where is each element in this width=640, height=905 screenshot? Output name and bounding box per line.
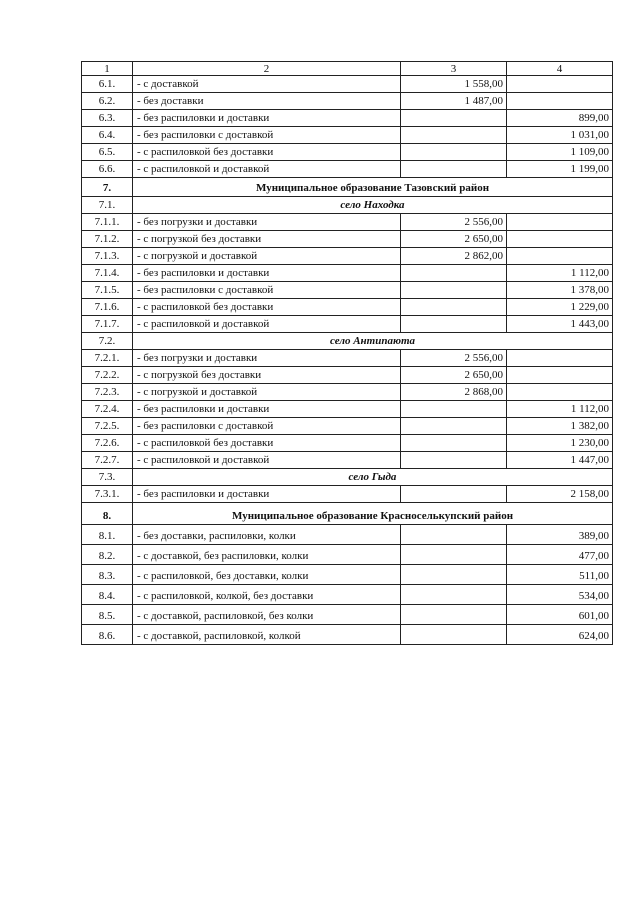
row-number: 6.6. [82, 161, 133, 178]
section-number: 7. [82, 178, 133, 197]
row-price-col3 [401, 265, 507, 282]
row-number: 8.4. [82, 585, 133, 605]
row-description: - без погрузки и доставки [133, 350, 401, 367]
row-price-col3 [401, 144, 507, 161]
row-price-col3 [401, 299, 507, 316]
row-price-col4: 1 230,00 [507, 435, 613, 452]
row-description: - с распиловкой и доставкой [133, 452, 401, 469]
row-number: 7.1.4. [82, 265, 133, 282]
header-cell-4: 4 [507, 62, 613, 76]
row-price-col3 [401, 625, 507, 645]
subsection-title: село Находка [133, 197, 613, 214]
subsection-title: село Гыда [133, 469, 613, 486]
row-price-col4: 1 199,00 [507, 161, 613, 178]
subsection-number: 7.1. [82, 197, 133, 214]
row-price-col4: 624,00 [507, 625, 613, 645]
row-description: - без распиловки и доставки [133, 265, 401, 282]
table-row [82, 316, 613, 333]
row-price-col3 [401, 161, 507, 178]
header-cell-2: 2 [133, 62, 401, 76]
row-price-col3 [401, 565, 507, 585]
row-price-col4 [507, 350, 613, 367]
row-number: 6.1. [82, 76, 133, 93]
row-number: 7.1.5. [82, 282, 133, 299]
row-price-col4: 534,00 [507, 585, 613, 605]
row-price-col4: 1 229,00 [507, 299, 613, 316]
table-row [82, 367, 613, 384]
section-title: Муниципальное образование Тазовский район [133, 178, 613, 197]
row-description: - без распиловки и доставки [133, 486, 401, 503]
row-price-col3 [401, 545, 507, 565]
row-price-col4: 1 031,00 [507, 127, 613, 144]
row-description: - без распиловки с доставкой [133, 418, 401, 435]
row-number: 8.3. [82, 565, 133, 585]
row-price-col4 [507, 214, 613, 231]
header-row [82, 62, 613, 76]
row-number: 7.2.7. [82, 452, 133, 469]
row-number: 7.2.5. [82, 418, 133, 435]
subsection-row [82, 333, 613, 350]
table-row [82, 418, 613, 435]
header-cell-3: 3 [401, 62, 507, 76]
row-price-col4: 1 109,00 [507, 144, 613, 161]
row-number: 8.6. [82, 625, 133, 645]
row-description: - без погрузки и доставки [133, 214, 401, 231]
table-row [82, 282, 613, 299]
subsection-row [82, 469, 613, 486]
row-price-col3: 2 556,00 [401, 350, 507, 367]
row-description: - с погрузкой без доставки [133, 231, 401, 248]
section-row [82, 503, 613, 525]
table-row [82, 231, 613, 248]
row-description: - с погрузкой и доставкой [133, 384, 401, 401]
row-price-col4: 1 378,00 [507, 282, 613, 299]
table-row [82, 585, 613, 605]
row-price-col4: 1 382,00 [507, 418, 613, 435]
table-row [82, 605, 613, 625]
table-body [82, 62, 613, 645]
row-price-col4: 1 112,00 [507, 401, 613, 418]
row-number: 7.1.3. [82, 248, 133, 265]
table-row [82, 127, 613, 144]
row-number: 7.2.3. [82, 384, 133, 401]
row-number: 6.2. [82, 93, 133, 110]
table-row [82, 214, 613, 231]
row-price-col4: 389,00 [507, 525, 613, 545]
row-description: - без доставки [133, 93, 401, 110]
row-number: 7.3.1. [82, 486, 133, 503]
row-price-col3 [401, 316, 507, 333]
row-price-col3 [401, 452, 507, 469]
row-price-col4 [507, 93, 613, 110]
row-number: 6.3. [82, 110, 133, 127]
row-number: 6.5. [82, 144, 133, 161]
row-number: 7.2.2. [82, 367, 133, 384]
section-title: Муниципальное образование Красноселькупский район [133, 503, 613, 525]
row-number: 8.5. [82, 605, 133, 625]
row-number: 7.1.7. [82, 316, 133, 333]
row-price-col4: 1 112,00 [507, 265, 613, 282]
row-price-col4: 2 158,00 [507, 486, 613, 503]
table-row [82, 93, 613, 110]
row-description: - с доставкой, распиловкой, колкой [133, 625, 401, 645]
table-row [82, 265, 613, 282]
row-number: 7.1.6. [82, 299, 133, 316]
row-price-col4: 899,00 [507, 110, 613, 127]
row-price-col3 [401, 418, 507, 435]
row-price-col3 [401, 525, 507, 545]
price-table [81, 61, 613, 645]
row-description: - с доставкой, без распиловки, колки [133, 545, 401, 565]
subsection-row [82, 197, 613, 214]
subsection-number: 7.2. [82, 333, 133, 350]
row-price-col3: 1 558,00 [401, 76, 507, 93]
row-description: - с распиловкой без доставки [133, 435, 401, 452]
row-description: - с распиловкой, колкой, без доставки [133, 585, 401, 605]
row-description: - с распиловкой и доставкой [133, 316, 401, 333]
row-price-col3 [401, 110, 507, 127]
row-number: 7.2.4. [82, 401, 133, 418]
row-description: - с доставкой, распиловкой, без колки [133, 605, 401, 625]
row-price-col3: 2 862,00 [401, 248, 507, 265]
row-description: - без распиловки с доставкой [133, 127, 401, 144]
row-price-col4 [507, 231, 613, 248]
table-row [82, 76, 613, 93]
row-price-col4: 477,00 [507, 545, 613, 565]
row-number: 6.4. [82, 127, 133, 144]
row-price-col4 [507, 248, 613, 265]
row-description: - без распиловки и доставки [133, 110, 401, 127]
table-row [82, 110, 613, 127]
row-price-col3 [401, 401, 507, 418]
table-row [82, 452, 613, 469]
table-row [82, 435, 613, 452]
row-price-col3 [401, 435, 507, 452]
row-price-col4: 601,00 [507, 605, 613, 625]
row-description: - с распиловкой и доставкой [133, 161, 401, 178]
row-price-col3: 1 487,00 [401, 93, 507, 110]
table-row [82, 525, 613, 545]
row-number: 7.1.1. [82, 214, 133, 231]
row-price-col4: 1 447,00 [507, 452, 613, 469]
row-price-col3 [401, 486, 507, 503]
row-price-col4 [507, 367, 613, 384]
row-description: - с доставкой [133, 76, 401, 93]
table-row [82, 144, 613, 161]
table-row [82, 384, 613, 401]
row-price-col3: 2 650,00 [401, 367, 507, 384]
row-description: - с распиловкой, без доставки, колки [133, 565, 401, 585]
row-number: 8.2. [82, 545, 133, 565]
row-price-col4: 511,00 [507, 565, 613, 585]
row-price-col3: 2 650,00 [401, 231, 507, 248]
row-price-col4: 1 443,00 [507, 316, 613, 333]
subsection-title: село Антипаюта [133, 333, 613, 350]
row-price-col3: 2 868,00 [401, 384, 507, 401]
header-cell-1: 1 [82, 62, 133, 76]
table-row [82, 486, 613, 503]
table-row [82, 248, 613, 265]
row-description: - без доставки, распиловки, колки [133, 525, 401, 545]
row-description: - с погрузкой и доставкой [133, 248, 401, 265]
row-price-col3 [401, 605, 507, 625]
table-row [82, 565, 613, 585]
row-price-col3: 2 556,00 [401, 214, 507, 231]
row-description: - без распиловки с доставкой [133, 282, 401, 299]
row-description: - с распиловкой без доставки [133, 299, 401, 316]
table-row [82, 161, 613, 178]
row-description: - с погрузкой без доставки [133, 367, 401, 384]
section-number: 8. [82, 503, 133, 525]
row-price-col3 [401, 127, 507, 144]
row-number: 7.2.6. [82, 435, 133, 452]
table-row [82, 299, 613, 316]
table-row [82, 625, 613, 645]
row-number: 7.1.2. [82, 231, 133, 248]
row-description: - без распиловки и доставки [133, 401, 401, 418]
subsection-number: 7.3. [82, 469, 133, 486]
table-row [82, 350, 613, 367]
section-row [82, 178, 613, 197]
table-row [82, 545, 613, 565]
row-price-col3 [401, 585, 507, 605]
row-price-col3 [401, 282, 507, 299]
row-description: - с распиловкой без доставки [133, 144, 401, 161]
row-number: 7.2.1. [82, 350, 133, 367]
row-price-col4 [507, 76, 613, 93]
row-number: 8.1. [82, 525, 133, 545]
table-row [82, 401, 613, 418]
row-price-col4 [507, 384, 613, 401]
